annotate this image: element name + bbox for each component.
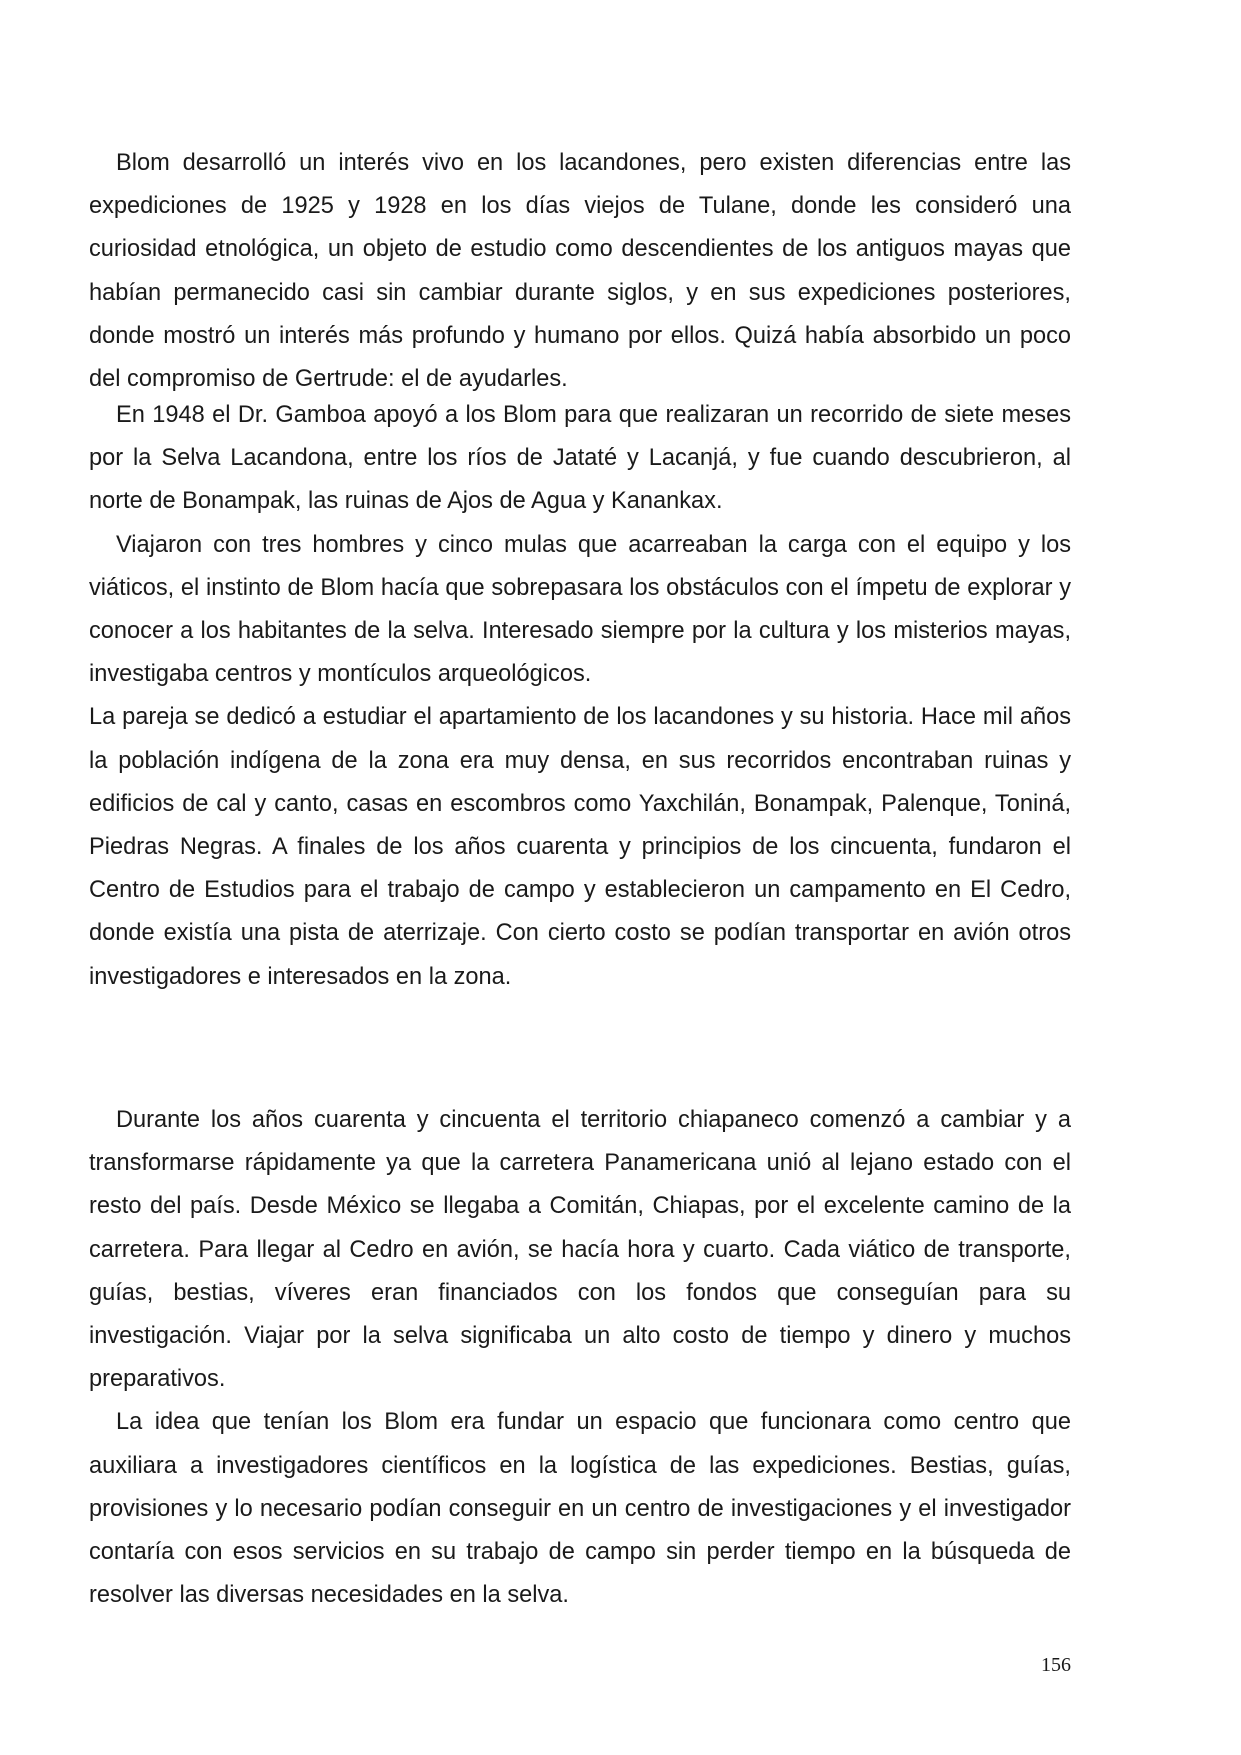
paragraph-6: La idea que tenían los Blom era fundar un espacio que funcionara como centro que auxiliara a investigadores científicos en la logística de las expediciones. Bestias, guías, provisiones y lo necesario podían conseguir en un centro de investigaciones y el investigador contaría con esos servicios en su trabajo de campo sin perder tiempo en la búsqueda de resolver las diversas necesidades en la selva. xyxy=(89,1409,1071,1609)
paragraph-4: La pareja se dedicó a estudiar el apartamiento de los lacandones y su historia. Hace mil años la población indígena de la zona era muy densa, en sus recorridos encontraban ruinas y edificios de cal y canto, casas en escombros como Yaxchilán, Bonampak, Palenque, Toniná, Piedras Negras. A finales de los años cuarenta y principios de los cincuenta, fundaron el Centro de Estudios para el trabajo de campo y establecieron un campamento en El Cedro, donde existía una pista de aterrizaje. Con cierto costo se podían transportar en avión otros investigadores e interesados en la zona. xyxy=(89,704,1071,990)
text-block-3 xyxy=(89,1099,1071,1617)
paragraph-2: En 1948 el Dr. Gamboa apoyó a los Blom para que realizaran un recorrido de siete meses por la Selva Lacandona, entre los ríos de Jataté y Lacanjá, y fue cuando descubrieron, al norte de Bonampak, las ruinas de Ajos de Agua y Kanankax. xyxy=(89,402,1071,515)
paragraph-3: Viajaron con tres hombres y cinco mulas que acarreaban la carga con el equipo y los viáticos, el instinto de Blom hacía que sobrepasara los obstáculos con el ímpetu de explorar y conocer a los habitantes de la selva. Interesado siempre por la cultura y los misterios mayas, investigaba centros y montículos arqueológicos. xyxy=(89,531,1071,688)
paragraph-1: Blom desarrolló un interés vivo en los lacandones, pero existen diferencias entre las expediciones de 1925 y 1928 en los días viejos de Tulane, donde les consideró una curiosidad etnológica, un objeto de estudio como descendientes de los antiguos mayas que habían permanecido casi sin cambiar durante siglos, y en sus expediciones posteriores, donde mostró un interés más profundo y humano por ellos. Quizá había absorbido un poco del compromiso de Gertrude: el de ayudarles. xyxy=(89,150,1071,393)
paragraph-5: Durante los años cuarenta y cincuenta el territorio chiapaneco comenzó a cambiar y a transformarse rápidamente ya que la carretera Panamericana unió al lejano estado con el resto del país. Desde México se llegaba a Comitán, Chiapas, por el excelente camino de la carretera. Para llegar al Cedro en avión, se hacía hora y cuarto. Cada viático de transporte, guías, bestias, víveres eran financiados con los fondos que conseguían para su investigación. Viajar por la selva significaba un alto costo de tiempo y dinero y muchos preparativos. xyxy=(89,1107,1071,1393)
text-block-2 xyxy=(89,394,1071,999)
text-block-1 xyxy=(89,142,1071,401)
page-number: 156 xyxy=(1041,1654,1071,1676)
